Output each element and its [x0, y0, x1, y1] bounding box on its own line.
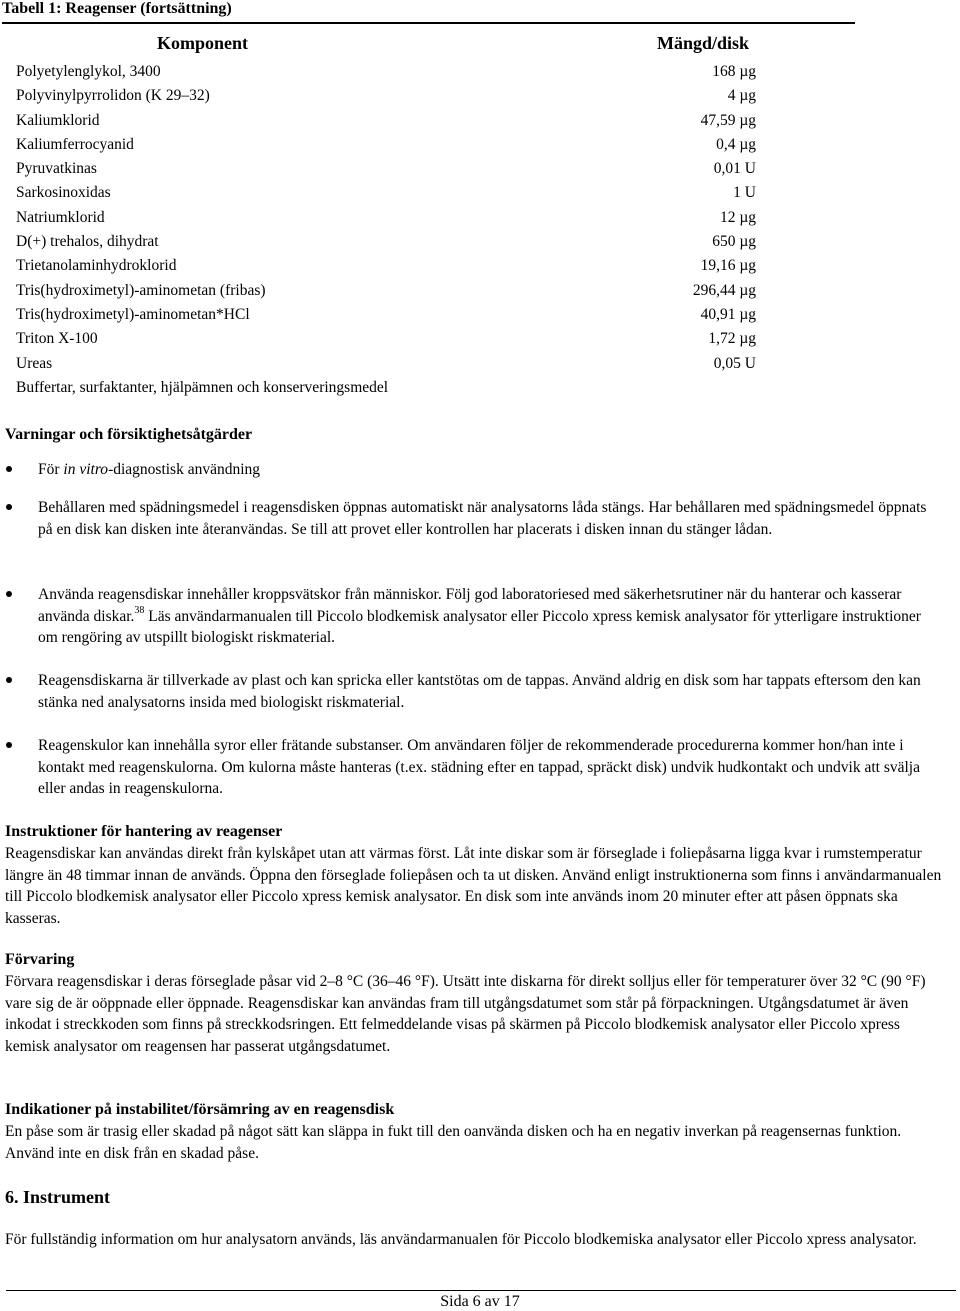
- table-row: [16, 62, 756, 86]
- bullet-text: Reagenskulor kan innehålla syror eller frätande substanser. Om användaren följer de rekommenderade procedurerna kommer hon/han inte i kontakt med reagenskulorna. Om kulorna måste hanteras (t.ex. städning efter en tappad, spräckt disk) undvik hudkontakt och undvik att svälja eller andas in reagenskulorna.: [38, 737, 920, 797]
- instability-heading: Indikationer på instabilitet/försämring av en reagensdisk: [5, 1101, 395, 1118]
- component-name: Buffertar, surfaktanter, hjälpämnen och konserveringsmedel: [16, 378, 389, 396]
- component-amount: 1,72 µg: [708, 330, 756, 348]
- reagent-table: [16, 62, 756, 402]
- bullet-text-part: Läs användarmanualen till Piccolo blodkemisk analysator eller Piccolo xpress kemisk analysator för ytterligare instruktioner om rengöring av utspillt biologiskt riskmaterial.: [38, 607, 921, 646]
- table-row: [16, 256, 756, 280]
- component-name: D(+) trehalos, dihydrat: [16, 233, 159, 251]
- bullet-text: Behållaren med spädningsmedel i reagensdisken öppnas automatiskt när analysatorns låda stängs. Har behållaren med spädningsmedel öppnats på en disk kan disken inte återanvändas. Se till att provet eller kontrollen har placerats i disken innan du stänger lådan.: [38, 499, 927, 538]
- bullet-icon: [6, 591, 12, 597]
- component-amount: 40,91 µg: [700, 305, 756, 323]
- component-amount: 0,4 µg: [716, 135, 756, 153]
- column-header-amount: Mängd/disk: [657, 33, 750, 53]
- column-header-component: Komponent: [157, 33, 249, 53]
- component-name: Tris(hydroximetyl)-aminometan (fribas): [16, 281, 266, 299]
- bullet-icon: [6, 466, 12, 472]
- warnings-heading: Varningar och försiktighetsåtgärder: [5, 426, 253, 443]
- component-amount: 296,44 µg: [692, 281, 756, 299]
- handling-paragraph: Reagensdiskar kan användas direkt från kylskåpet utan att värmas först. Låt inte diskar som är förseglade i foliepåsarna ligga kvar i rumstemperatur längre än 48 timmar innan de används. Öppna den förseglade foliepåsen och ta ut disken. Använd enligt instruktionerna som finns i användarmanualen till Piccolo blodkemisk analysator eller Piccolo xpress kemisk analysator. En disk som inte används inom 20 minuter efter att påsen öppnats ska kasseras.: [5, 845, 942, 927]
- instrument-paragraph: För fullständig information om hur analysatorn används, läs användarmanualen för Piccolo blodkemiska analysator eller Piccolo xpress analysator.: [5, 1231, 917, 1248]
- bullet-text-part: -diagnostisk användning: [108, 461, 261, 478]
- component-name: Kaliumklorid: [16, 111, 100, 129]
- component-name: Trietanolaminhydroklorid: [16, 257, 177, 275]
- bullet-icon: [6, 504, 12, 510]
- handling-heading: Instruktioner för hantering av reagenser: [5, 823, 283, 840]
- bullet-icon: [6, 742, 12, 748]
- bullet-text-part: Använda reagensdiskar innehåller kroppsvätskor från människor. Följ god laboratoriesed med säkerhetsrutiner när du hanterar och kasserar använda diskar.: [38, 586, 902, 625]
- table-row: [16, 183, 756, 207]
- instability-paragraph: En påse som är trasig eller skadad på något sätt kan släppa in fukt till den oanvända disken och ha en negativ inverkan på reagensernas funktion. Använd inte en disk från en skadad påse.: [5, 1123, 902, 1162]
- component-amount: 1 U: [733, 184, 756, 202]
- component-amount: 19,16 µg: [700, 257, 756, 275]
- table-row: [16, 305, 756, 329]
- bullet-text: [38, 459, 938, 481]
- bullet-icon: [6, 677, 12, 683]
- instrument-heading: 6. Instrument: [5, 1187, 111, 1207]
- component-amount: 4 µg: [727, 87, 756, 105]
- component-amount: 0,01 U: [713, 160, 756, 178]
- footnote-reference: 38: [134, 604, 145, 616]
- table-row: [16, 135, 756, 159]
- bullet-text: Reagensdiskarna är tillverkade av plast och kan spricka eller kantstötas om de tappas. Använd aldrig en disk som har tappats eftersom den kan stänka ned analysatorns insida med biologiskt riskmaterial.: [38, 672, 921, 711]
- component-name: Natriumklorid: [16, 208, 105, 226]
- table-row: [16, 329, 756, 353]
- component-name: Pyruvatkinas: [16, 160, 97, 178]
- footer-rule: [6, 1290, 956, 1291]
- component-name: Kaliumferrocyanid: [16, 135, 134, 153]
- component-amount: 12 µg: [719, 208, 756, 226]
- bullet-text-italic: in vitro: [63, 461, 109, 478]
- table-row: [16, 159, 756, 183]
- bullet-text: [38, 584, 938, 649]
- storage-heading: Förvaring: [5, 951, 75, 968]
- component-name: Polyetylenglykol, 3400: [16, 63, 161, 80]
- component-name: Polyvinylpyrrolidon (K 29–32): [16, 87, 210, 105]
- table-row: [16, 281, 756, 305]
- table-row: [16, 354, 756, 378]
- table-caption: Tabell 1: Reagenser (fortsättning): [2, 0, 232, 17]
- bullet-text-part: För: [38, 461, 64, 478]
- page-number: Sida 6 av 17: [440, 1293, 520, 1310]
- table-row: [16, 86, 756, 110]
- component-amount: 0,05 U: [713, 354, 756, 372]
- component-amount: 47,59 µg: [700, 111, 756, 129]
- table-row: [16, 378, 756, 402]
- component-name: Tris(hydroximetyl)-aminometan*HCl: [16, 305, 250, 323]
- table-row: [16, 111, 756, 135]
- table-row: [16, 232, 756, 256]
- component-name: Sarkosinoxidas: [16, 184, 111, 202]
- storage-paragraph: Förvara reagensdiskar i deras förseglade påsar vid 2–8 °C (36–46 °F). Utsätt inte diskarna för direkt solljus eller för temperaturer över 32 °C (90 °F) vare sig de är oöppnade eller öppnade. Reagensdiskar kan användas fram till utgångsdatumet som står på förpackningen. Utgångsdatumet är även inkodat i streckkoden som finns på streckkodsringen. Ett felmeddelande visas på skärmen på Piccolo blodkemisk analysator eller Piccolo xpress kemisk analysator om reagensen har passerat utgångsdatumet.: [5, 973, 926, 1055]
- table-row: [16, 208, 756, 232]
- table-top-rule: [2, 22, 855, 24]
- component-amount: 168 µg: [712, 63, 756, 80]
- component-name: Ureas: [16, 354, 53, 372]
- component-amount: 650 µg: [712, 233, 756, 251]
- component-name: Triton X-100: [16, 330, 98, 348]
